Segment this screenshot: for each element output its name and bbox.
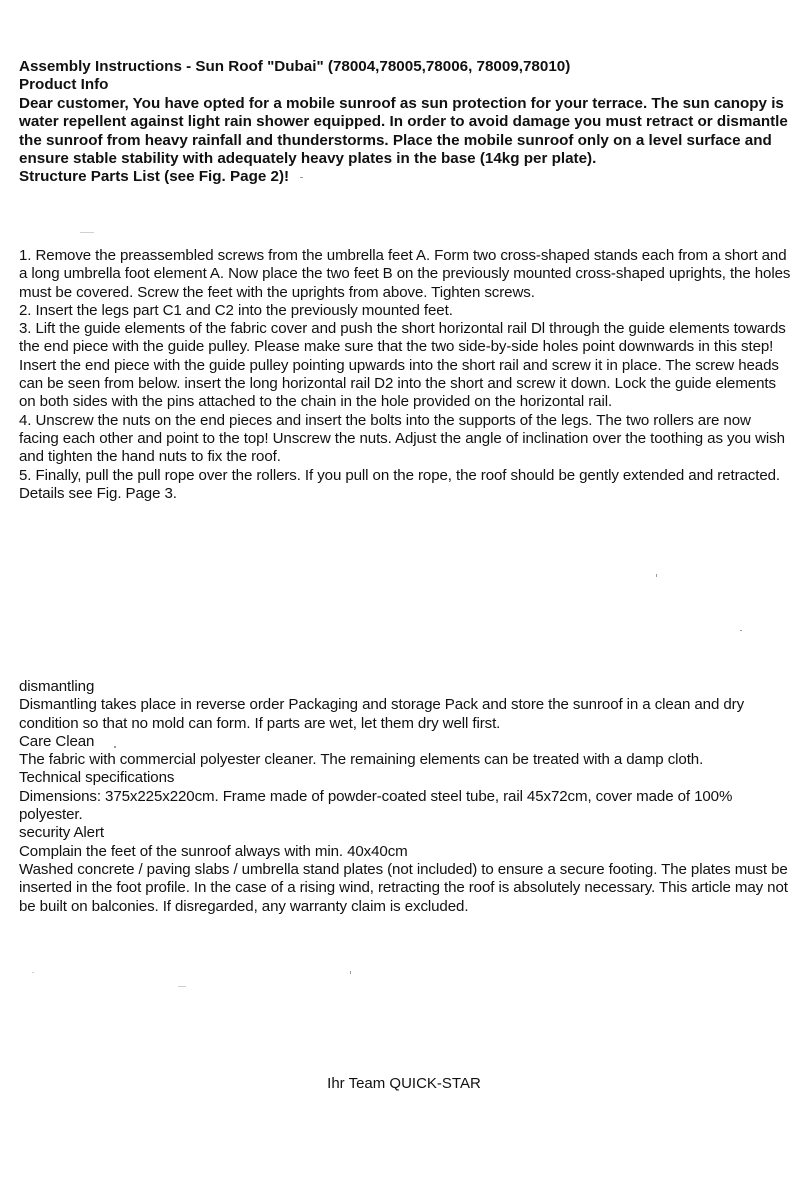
intro-paragraph: Dear customer, You have opted for a mobile sunroof as sun protection for your terrace. The sun canopy is water repellent against light rain shower equipped. In order to avoid damage you must retract or dismantle the sunroof from heavy rainfall and thunderstorms. Place the mobile sunroof only on a level surface and ensure stable stability with adequately heavy plates in the base (14kg per plate). — [19, 94, 788, 168]
care-heading: Care Clean — [19, 732, 95, 750]
security-alert-line: Complain the feet of the sunroof always with min. 40x40cm — [19, 842, 408, 860]
header-section — [19, 58, 794, 187]
security-alert-text: Washed concrete / paving slabs / umbrella stand plates (not included) to ensure a secure footing. The plates must be inserted in the foot profile. In the case of a rising wind, retracting the roof is absolutely necessary. This article may not be built on balconies. If disregarded, any warranty claim is excluded. — [19, 860, 788, 915]
scan-speck — [656, 574, 657, 577]
scan-speck — [300, 177, 303, 178]
scan-speck — [178, 986, 186, 987]
parts-list-heading: Structure Parts List (see Fig. Page 2)! — [19, 168, 290, 186]
scan-speck — [80, 232, 94, 233]
dismantling-text: Dismantling takes place in reverse order Packaging and storage Pack and store the sunroof in a clean and dry condition so that no mold can form. If parts are wet, let them dry well first. — [19, 696, 745, 732]
assembly-step: 4. Unscrew the nuts on the end pieces and insert the bolts into the supports of the legs. The two rollers are now facing each other and point to the top! Unscrew the nuts. Adjust the angle of inclination over the toothing as you wish and tighten the hand nuts to fix the roof. — [19, 411, 785, 466]
document-title: Assembly Instructions - Sun Roof "Dubai" (78004,78005,78006, 78009,78010) — [19, 58, 571, 75]
assembly-step: 5. Finally, pull the pull rope over the rollers. If you pull on the rope, the roof should be gently extended and retracted. Details see Fig. Page 3. — [19, 466, 781, 502]
dismantling-heading: dismantling — [19, 678, 95, 695]
assembly-step: 2. Insert the legs part C1 and C2 into the previously mounted feet. — [19, 301, 453, 319]
assembly-step: 1. Remove the preassembled screws from the umbrella feet A. Form two cross-shaped stands each from a short and a long umbrella foot element A. Now place the two feet B on the previously mounted cross-shaped uprights, the holes must be covered. Screw the feet with the uprights from above. Tighten screws. — [19, 247, 791, 301]
scan-speck — [32, 972, 34, 973]
security-alert-heading: security Alert — [19, 824, 104, 842]
maintenance-section — [19, 678, 794, 916]
tech-specs-heading: Technical specifications — [19, 769, 175, 787]
assembly-step: 3. Lift the guide elements of the fabric cover and push the short horizontal rail Dl through the guide elements towards the end piece with the guide pulley. Please make sure that the two side-by-side holes point downwards in this step! Insert the end piece with the guide pulley pointing upwards into the short rail and screw it in place. The screw heads can be seen from below. insert the long horizontal rail D2 into the short and screw it down. Lock the guide elements on both sides with the pins attached to the chain in the hole provided on the horizontal rail. — [19, 320, 786, 411]
tech-specs-text: Dimensions: 375x225x220cm. Frame made of powder-coated steel tube, rail 45x72cm, cover made of 100% polyester. — [19, 787, 733, 824]
scan-speck — [114, 746, 116, 748]
scan-speck — [350, 971, 351, 974]
product-info-heading: Product Info — [19, 76, 109, 94]
scan-speck — [740, 630, 742, 631]
care-text: The fabric with commercial polyester cleaner. The remaining elements can be treated with a damp cloth. — [19, 751, 704, 769]
signature: Ihr Team QUICK-STAR — [327, 1075, 481, 1092]
assembly-steps — [19, 247, 794, 503]
